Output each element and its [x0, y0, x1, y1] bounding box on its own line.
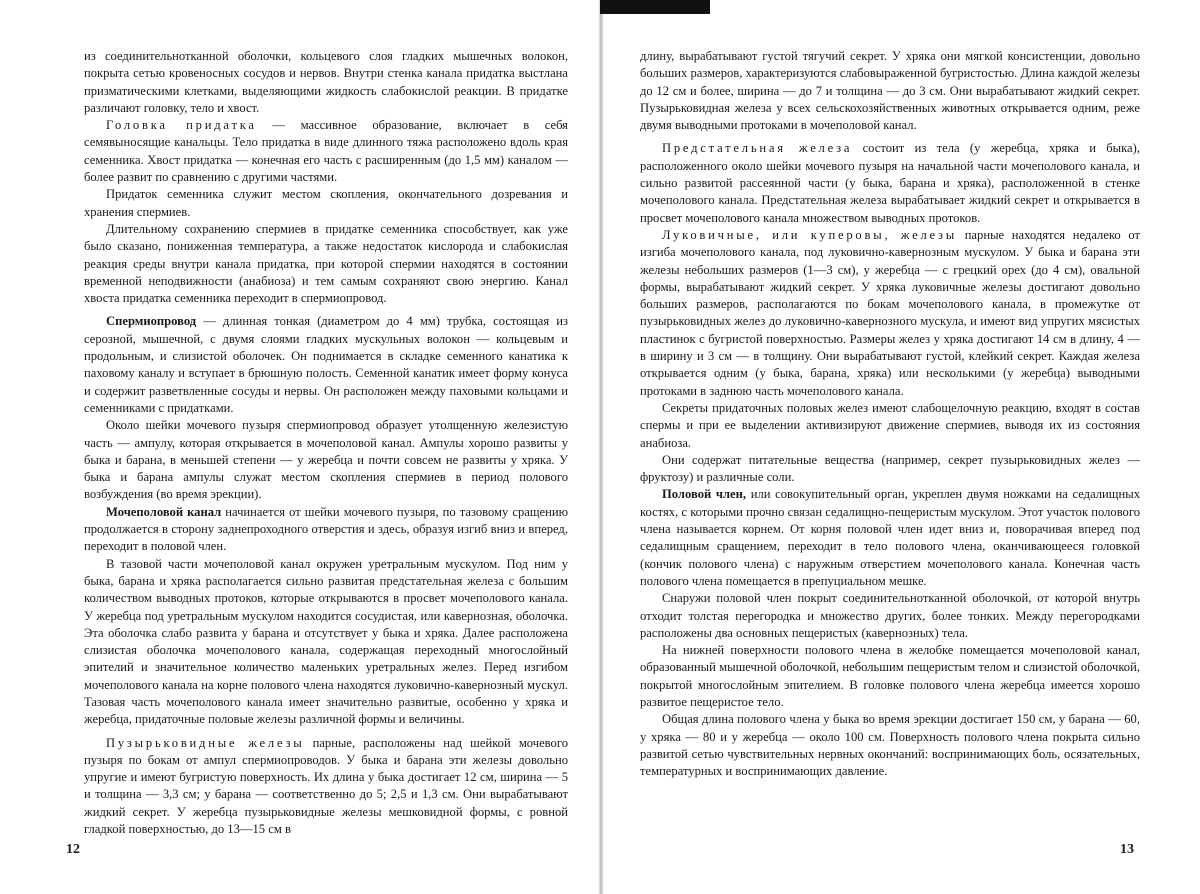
- paragraph: Длительному сохранению спермиев в придатке семенника способствует, как уже было сказано, пониженная температура, а также недостаток кислорода и слабокислая реакция среды внутри канала придатка, при которой спермии находятся в состоянии временной неподвижности (анабиоза) и тем самым сохраняют свою энергию. Канал хвоста придатка семенника переходит в спермиопровод.: [84, 221, 568, 306]
- paragraph: Спермиопровод — длинная тонкая (диаметром до 4 мм) трубка, состоящая из серозной, мышечной, с двумя слоями гладких мускульных волокон — кольцевым и продольным, и слизистой оболочек. Он поднимается в складке семенного канатика к паховому каналу и вступает в брюшную полость. Семенной канатик имеет форму конуса и содержит разветвленные сосуды и нервы. Он расположен между паховыми кольцами и семенниками с придатками.: [84, 314, 568, 415]
- paragraph: Пузырьковидные железы парные, расположены над шейкой мочевого пузыря по бокам от ампул спермиопроводов. У быка и барана эти железы довольно упругие и имеют бугристую поверхность. Их длина у быка достигает 12 см, ширина — 5 и толщина — 3,3 см; у барана — соответственно до 5; 2,5 и 1,3 см. Они вырабатывают жидкий секрет. У жеребца пузырьковидные железы мешковидной формы, с ровной гладкой поверхностью, до 13—15 см в: [84, 735, 568, 837]
- right-page: [600, 0, 1200, 894]
- term: Мочеполовой канал: [106, 504, 222, 519]
- term: Предстательная железа: [662, 141, 853, 156]
- term: Пузырьковидные железы: [106, 735, 305, 750]
- paragraph: Предстательная железа состоит из тела (у жеребца, хряка и быка), расположенного около шейки мочевого пузыря на начальной части мочеполового канала, и сильно развитой рассеянной части (у быка, барана и хряка), расположенной в стенке мочеполового канала. Предстательная железа вырабатывает жидкий секрет и открывается в просвет мочеполового канала множеством выводных протоков.: [640, 141, 1140, 225]
- paragraph: Головка придатка — массивное образование, включает в себя семявыносящие канальцы. Тело придатка в виде длинного тяжа расположено вдоль края семенника. Хвост придатка — конечная его часть с расширенным (до 1,5 мм) каналом — более развит по сравнению с другими частями.: [84, 118, 568, 185]
- page-number: 12: [66, 842, 80, 857]
- paragraph: Секреты придаточных половых желез имеют слабощелочную реакцию, входят в состав спермы и при ее выделении активизируют движение спермиев, выводя их из состояния анабиоза.: [640, 400, 1140, 450]
- right-page-text: [640, 48, 1140, 780]
- paragraph: Они содержат питательные вещества (например, секрет пузырьковидных желез — фруктозу) и различные соли.: [640, 452, 1140, 485]
- paragraph: Снаружи половой член покрыт соединительнотканной оболочкой, от которой внутрь отходит толстая перегородка и множество других, более тонких. Между перегородками расположены два основных пещеристых (кавернозных) тела.: [640, 591, 1140, 640]
- left-page-text: [84, 48, 568, 838]
- paragraph: На нижней поверхности полового члена в желобке помещается мочеполовой канал, образованный мышечной оболочкой, небольшим пещеристым телом и слизистой оболочкой, покрытой многослойным эпителием. В головке полового члена жеребца имеется хорошо развитое пещеристое тело.: [640, 643, 1140, 709]
- term: Головка придатка: [106, 118, 257, 133]
- paragraph: Половой член, или совокупительный орган, укреплен двумя ножками на седалищных костях, с которыми прочно связан седалищно-пещеристым мускулом. Этот участок полового члена называется корнем. От корня половой член идет вниз и, поворачивая вперед под седалищным сращением, переходит в тело полового члена, оканчивающееся головкой (кончик полового члена) с наружным отверстием мочеполового канала. Конечная часть полового члена помещается в препуциальном мешке.: [640, 487, 1140, 588]
- page-number: 13: [1120, 842, 1134, 857]
- paragraph: Луковичные, или куперовы, железы парные находятся недалеко от изгиба мочеполового канала, под луковично-кавернозным мускулом. У быка и барана эти железы небольших размеров (1—3 см), у жеребца — с грецкий орех (до 4 см), овальной формы, вырабатывают жидкий секрет. У хряка луковичные железы достигают довольно больших размеров, располагаются по бокам мочеполового канала, в промежутке от пузырьковидных желез до луковично-кавернозного мускула, и имеют вид упругих мясистых пластинок с бугристой поверхностью. Размеры желез у хряка достигают 14 см в длину, 4 — в ширину и 3 см — в толщину. Они вырабатывают густой, клейкий секрет. Каждая железа открывается одним (у быка, барана, хряка) или несколькими (у жеребца) выводными протоками в заднюю часть мочеполового канала.: [640, 227, 1140, 398]
- paragraph: длину, вырабатывают густой тягучий секрет. У хряка они мягкой консистенции, довольно больших размеров, характеризуются слабовыраженной бугристостью. Длина каждой железы до 12 см и более, ширина — до 7 и толщина — до 3 см. Они вырабатывают жидкий секрет. Пузырьковидная железа у всех сельскохозяйственных животных открывается одним, реже двумя выводными протоками в мочеполовой канал.: [640, 49, 1140, 133]
- term: Половой член,: [662, 487, 747, 502]
- term: Луковичные, или куперовы, железы: [662, 227, 958, 242]
- paragraph: Мочеполовой канал начинается от шейки мочевого пузыря, по тазовому сращению продолжается в сторону заднепроходного отверстия и здесь, образуя изгиб вниз и вперед, переходит в половой член.: [84, 504, 569, 554]
- paragraph: В тазовой части мочеполовой канал окружен уретральным мускулом. Под ним у быка, барана и хряка располагается сильно развитая предстательная железа с большим количеством выводных протоков, которые открываются в просвет мочеполового канала. У жеребца под уретральным мускулом находится сосудистая, или кавернозная, оболочка. Эта оболочка слабо развита у барана и отсутствует у быка и хряка. Далее расположена слизистая оболочка мочеполового канала, содержащая переходный многослойный эпителий и значительное количество маленьких уретральных желез. Перед изгибом мочеполового канала на корне полового члена находятся луковично-кавернозный мускул. Тазовая часть мочеполового канала имеет значительно развитые, особенно у хряка и жеребца, придаточные половые железы различной формы и величины.: [84, 556, 568, 727]
- term: Спермиопровод: [106, 314, 197, 329]
- paragraph: Придаток семенника служит местом скопления, окончательного дозревания и хранения спермиев.: [84, 187, 568, 219]
- paragraph: Общая длина полового члена у быка во время эрекции достигает 150 см, у барана — 60, у хряка — 80 и у жеребца — около 100 см. Поверхность полового члена покрыта сильно развитой сетью чувствительных нервных окончаний: воспринимающих боль, осязательных, температурных и воспринимающих давление.: [640, 712, 1140, 779]
- paragraph: Около шейки мочевого пузыря спермиопровод образует утолщенную железистую часть — ампулу, которая открывается в мочеполовой канал. Ампулы хорошо развиты у быка и барана, в меньшей степени — у жеребца и почти совсем не развиты у хряка. У быка и барана ампулы служат местом скопления спермиев в период полового возбуждения (во время эрекции).: [84, 418, 568, 502]
- paragraph: из соединительнотканной оболочки, кольцевого слоя гладких мышечных волокон, покрыта сетью кровеносных сосудов и нервов. Внутри стенка канала придатка выстлана призматическими клетками, выделяющими жидкость слабокислой реакции. В придатке различают головку, тело и хвост.: [84, 49, 568, 115]
